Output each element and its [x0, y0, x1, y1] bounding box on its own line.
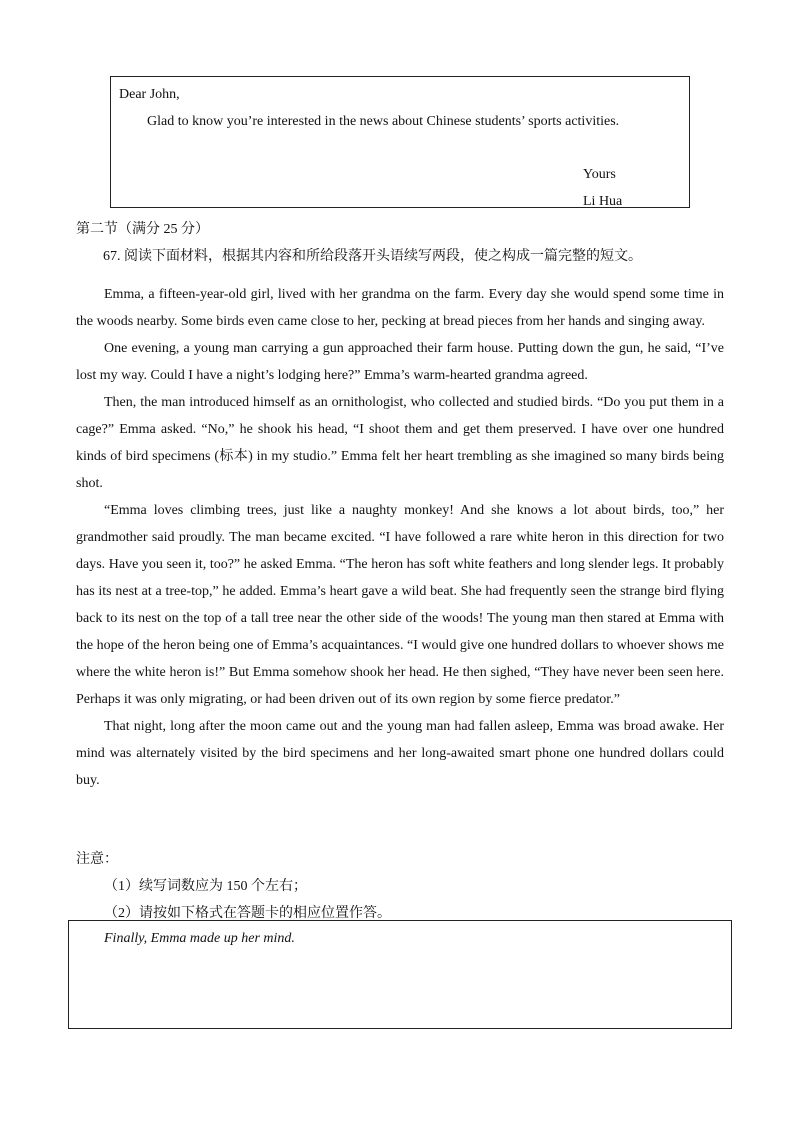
answer-prompt: Finally, Emma made up her mind. — [104, 931, 295, 946]
story-text — [76, 281, 724, 794]
task-instruction: 67. 阅读下面材料，根据其内容和所给段落开头语续写两段，使之构成一篇完整的短文。 — [103, 249, 642, 264]
letter-salutation: Dear John, — [119, 87, 180, 102]
story-paragraph: Emma, a fifteen-year-old girl, lived with her grandma on the farm. Every day she would spend some time in the woods nearby. Some birds even came close to her, pecking at bread pieces from her hands and singing away. — [76, 287, 724, 329]
story-paragraph: One evening, a young man carrying a gun approached their farm house. Putting down the gun, he said, “I’ve lost my way. Could I have a night’s lodging here?” Emma’s warm-hearted grandma agreed. — [76, 341, 724, 383]
letter-box — [110, 76, 690, 208]
letter-closing: Yours — [583, 167, 616, 182]
notes-title: 注意： — [76, 852, 118, 867]
letter-body: Glad to know you’re interested in the news about Chinese students’ sports activities. — [147, 114, 620, 129]
story-paragraph: Then, the man introduced himself as an ornithologist, who collected and studied birds. “Do you put them in a cage?” Emma asked. “No,” he shook his head, “I shoot them and get them preserved. I have over one hundred kinds of bird specimens (标本) in my studio.” Emma felt her heart trembling as she imagined so many birds being shot. — [76, 395, 724, 491]
story-paragraph: That night, long after the moon came out and the young man had fallen asleep, Emma was broad awake. Her mind was alternately visited by the bird specimens and her long-awaited smart phone one hundred dollars could buy. — [76, 719, 724, 788]
letter-signature: Li Hua — [583, 194, 623, 209]
section-title: 第二节（满分 25 分） — [76, 222, 209, 237]
story-paragraph: “Emma loves climbing trees, just like a naughty monkey! And she knows a lot about birds, too,” her grandmother said proudly. The man became excited. “I have followed a rare white heron in this direction for two days. Have you seen it, too?” he asked Emma. “The heron has soft white feathers and long slender legs. It probably has its nest at a tree-top,” he added. Emma’s heart gave a wild beat. She had frequently seen the strange bird flying back to its nest on the top of a tall tree near the other side of the woods! The young man then stared at Emma with the hope of the heron being one of Emma’s acquaintances. “I would give one hundred dollars to whoever shows me where the white heron is!” But Emma somehow shook her head. He then sighed, “They have never been seen here. Perhaps it was only migrating, or had been driven out of its own region by some fierce predator.” — [76, 503, 724, 707]
note-item: （1）续写词数应为 150 个左右； — [104, 879, 307, 894]
answer-box[interactable] — [68, 920, 732, 1029]
note-item: （2）请按如下格式在答题卡的相应位置作答。 — [104, 906, 391, 921]
